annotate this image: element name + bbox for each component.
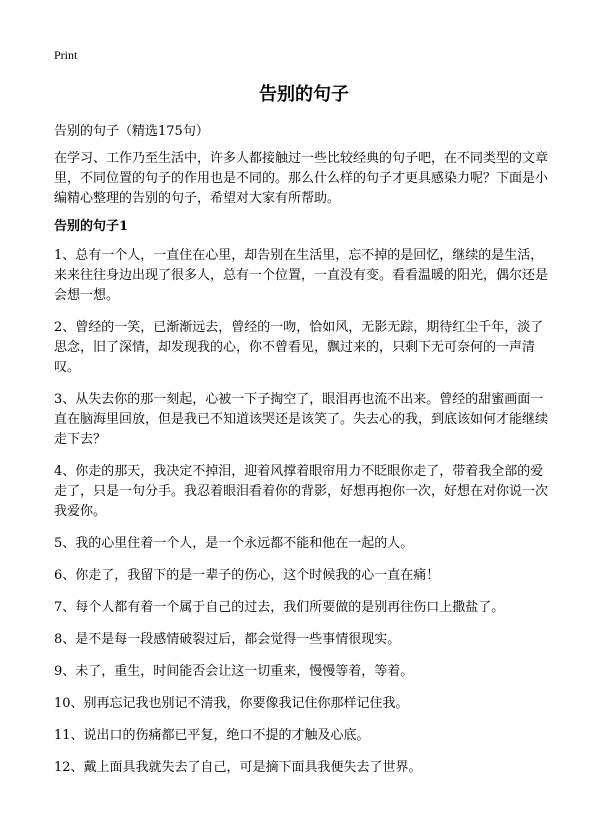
list-item: 2、曾经的一笑，已渐渐远去，曾经的一吻，恰如风，无影无踪，期待红尘千年，淡了思念，旧了深情，却发现我的心，你不曾看见，飘过来的，只剩下无可奈何的一声清叹。 [54,320,544,375]
list-item: 4、你走的那天，我决定不掉泪，迎着风撑着眼帘用力不眨眼你走了，带着我全部的爱走了，只是一句分手。我忍着眼泪看着你的背影，好想再抱你一次，好想在对你说一次我爱你。 [54,464,549,519]
list-item: 1、总有一个人，一直住在心里，却告别在生活里，忘不掉的是回忆，继续的是生活，来来往往身边出现了很多人，总有一个位置，一直没有变。看看温暖的阳光，偶尔还是会想一想。 [54,248,549,303]
section-heading: 告别的句子1 [54,219,129,234]
list-item: 6、你走了，我留下的是一辈子的伤心，这个时候我的心一直在痛！ [54,568,440,583]
list-item: 3、从失去你的那一刻起，心被一下子掏空了，眼泪再也流不出来。曾经的甜蜜画面一直在脑海里回放，但是我已不知道该哭还是该笑了。失去心的我，到底该如何才能继续走下去？ [54,392,549,447]
list-item: 9、未了，重生，时间能否会让这一切重来，慢慢等着，等着。 [54,664,414,679]
list-item: 8、是不是每一段感情破裂过后，都会觉得一些事情很现实。 [54,632,401,647]
list-item: 5、我的心里住着一个人，是一个永远都不能和他在一起的人。 [54,536,414,551]
list-item: 12、戴上面具我就失去了自己，可是摘下面具我便失去了世界。 [54,760,422,775]
page-title: 告别的句子 [259,84,349,105]
list-item: 7、每个人都有着一个属于自己的过去，我们所要做的是别再往伤口上撒盐了。 [54,600,505,615]
list-item: 10、别再忘记我也别记不清我，你要像我记住你那样记住我。 [54,696,409,711]
list-item: 11、说出口的伤痛都已平复，绝口不提的才触及心底。 [54,728,370,743]
sentence-list [54,246,554,790]
article-subtitle: 告别的句子（精选175句） [54,124,209,139]
print-link[interactable]: Print [54,48,78,62]
intro-paragraph: 在学习、工作乃至生活中，许多人都接触过一些比较经典的句子吧，在不同类型的文章里，不同位置的句子的作用也是不同的。那么什么样的句子才更具感染力呢？下面是小编精心整理的告别的句子，希望对大家有所帮助。 [54,151,549,206]
